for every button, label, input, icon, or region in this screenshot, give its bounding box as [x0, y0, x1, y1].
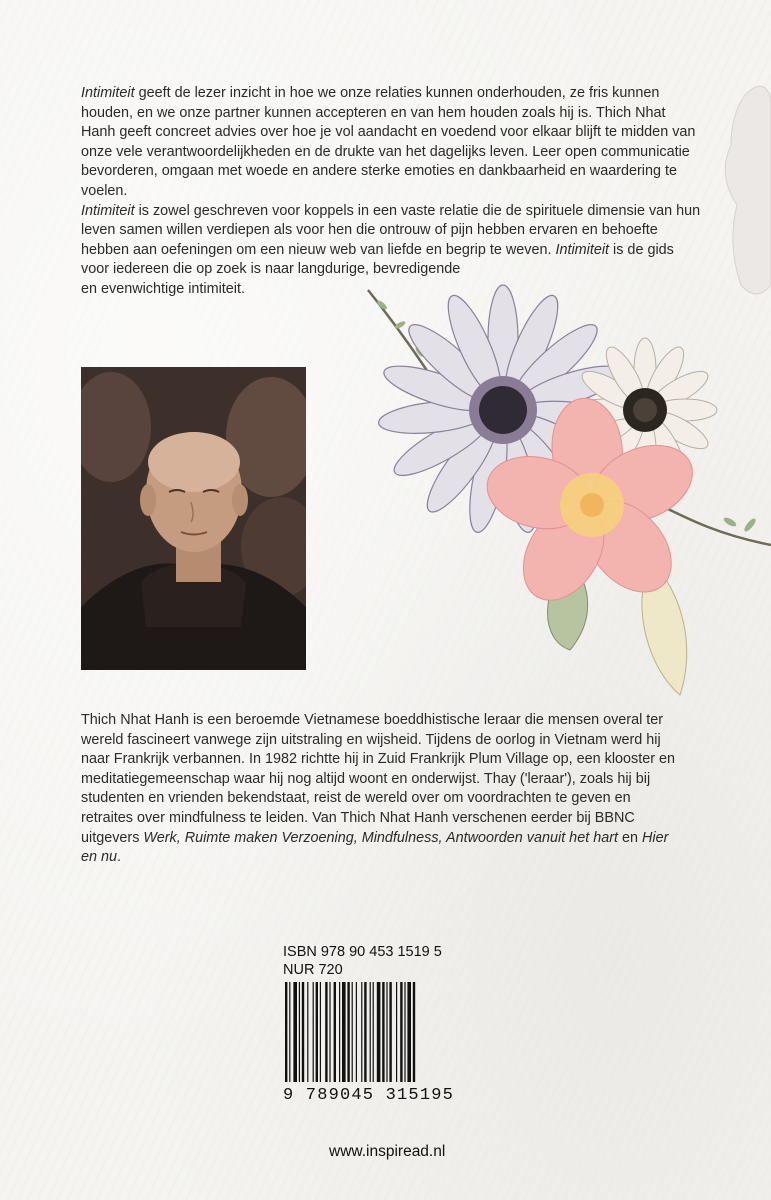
barcode-bar: [356, 982, 357, 1082]
barcode-bar: [339, 982, 340, 1082]
barcode-bar: [373, 982, 374, 1082]
author-biography: Thich Nhat Hanh is een beroemde Vietnamese boeddhistische leraar die mensen overal ter wereld fascineert vanwege zijn uitstraling en wijsheid. Tijdens de oorlog in Vietnam werd hij naar Frankrijk verbannen. In 1982 richtte hij in Zuid Frankrijk Plum Village op, een klooster en meditatiegemeenschap waar hij nog altijd woont en onderwijst. Thay ('leraar'), zoals hij bij studenten en vrienden bekendstaat, reist de wereld over om voordrachten te geven en retraites over mindfulness te leiden. Van Thich Nhat Hanh verschenen eerder bij BBNC uitgevers Werk, Ruimte maken Verzoening, Mindfulness, Antwoorden vanuit het hart en Hier en nu.: [81, 712, 676, 866]
barcode-bar: [316, 982, 318, 1082]
nur-label: NUR 720: [283, 962, 343, 978]
barcode-bar: [329, 982, 330, 1082]
title-italic: Intimiteit: [81, 85, 135, 101]
website-url: www.inspiread.nl: [329, 1143, 446, 1160]
barcode: [283, 982, 473, 1082]
barcode-block: [283, 944, 479, 1164]
barcode-bar: [334, 982, 336, 1082]
barcode-bar: [289, 982, 290, 1082]
barcode-bar: [396, 982, 397, 1082]
barcode-bar: [285, 982, 287, 1082]
barcode-bar: [364, 982, 366, 1082]
barcode-bar: [407, 982, 411, 1082]
barcode-bar: [361, 982, 362, 1082]
barcode-bar: [307, 982, 308, 1082]
barcode-bar: [320, 982, 321, 1082]
barcode-bar: [325, 982, 327, 1082]
description-paragraph-1: Intimiteit geeft de lezer inzicht in hoe we onze relaties kunnen onderhouden, ze fris kunnen houden, en we onze partner kunnen accepteren en van hem houden zoals hij is. Thich Nhat Hanh geeft concreet advies over hoe je vol aandacht en voedend voor elkaar blijft te midden van onze vele verantwoordelijkheden en de drukte van het dagelijks leven. Leer open communicatie bevorderen, omgaan met woede en andere sterke emoties en dankbaarheid en waardering te voelen.: [81, 85, 696, 199]
barcode-bar: [347, 982, 349, 1082]
barcode-bar: [377, 982, 381, 1082]
barcode-bar: [342, 982, 346, 1082]
monk-portrait: [81, 367, 306, 670]
barcode-bar: [299, 982, 300, 1082]
description-paragraph-2: Intimiteit is zowel geschreven voor koppels in een vaste relatie die de spirituele dimensie van hun leven samen willen verdiepen als voor hen die ontrouw of pijn hebben ervaren en behoefte hebben aan oefeningen om een nieuw web van liefde en begrip te weven. Intimiteit is de gids voor iedereen die op zoek is naar langdurige, bevredigende: [81, 202, 701, 278]
barcode-digits: 9 789045 315195: [283, 1086, 455, 1105]
barcode-bar: [400, 982, 402, 1082]
works-italic: Hier en nu: [81, 829, 669, 866]
barcode-bar: [413, 982, 415, 1082]
barcode-bar: [302, 982, 304, 1082]
author-photo: [81, 367, 306, 670]
works-italic: Werk, Ruimte maken Verzoening, Mindfulness, Antwoorden vanuit het hart: [143, 829, 618, 846]
description-paragraph-3: en evenwichtige intimiteit.: [81, 280, 245, 297]
isbn-label: ISBN 978 90 453 1519 5: [283, 944, 442, 960]
barcode-bar: [386, 982, 387, 1082]
title-italic: Intimiteit: [555, 241, 610, 258]
barcode-bar: [382, 982, 384, 1082]
barcode-bar: [352, 982, 353, 1082]
barcode-bar: [313, 982, 314, 1082]
barcode-bar: [293, 982, 297, 1082]
barcode-bar: [389, 982, 391, 1082]
barcode-bar: [370, 982, 371, 1082]
title-italic: Intimiteit: [81, 202, 135, 219]
barcode-bar: [404, 982, 405, 1082]
flower-illustration: [360, 0, 771, 720]
